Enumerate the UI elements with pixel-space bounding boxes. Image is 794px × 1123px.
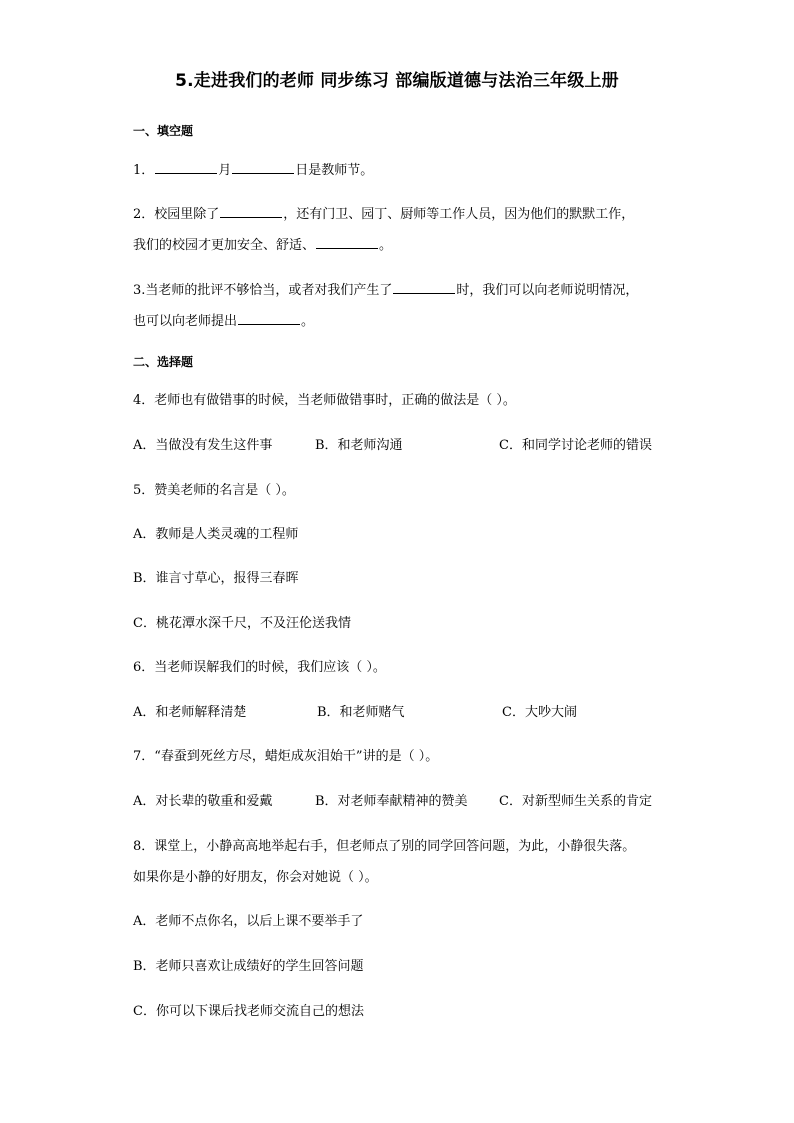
question-7-stem: 7．“春蚕到死丝方尽，蜡炬成灰泪始干”讲的是（ ）。	[133, 749, 439, 764]
question-3-text-d: 。	[301, 314, 315, 329]
blank-field[interactable]	[393, 281, 455, 294]
question-6-option-b[interactable]: B．和老师赌气	[317, 705, 405, 720]
blank-field[interactable]	[238, 312, 300, 325]
question-2-text-b: ，还有门卫、园丁、厨师等工作人员，因为他们的默默工作，	[283, 207, 635, 222]
question-7-option-c[interactable]: C．对新型师生关系的肯定	[499, 794, 652, 809]
question-6-option-c[interactable]: C．大吵大闹	[502, 705, 577, 720]
question-4-stem: 4．老师也有做错事的时候，当老师做错事时，正确的做法是（ ）。	[133, 393, 516, 408]
question-8-option-b[interactable]: B．老师只喜欢让成绩好的学生回答问题	[133, 959, 364, 974]
question-3-text-c: 也可以向老师提出	[133, 314, 238, 329]
question-5-option-c[interactable]: C．桃花潭水深千尺，不及汪伦送我情	[133, 616, 351, 631]
question-1-text-a: 月	[218, 163, 232, 178]
question-1-text-b: 日是教师节。	[295, 163, 374, 178]
question-3-line-1	[133, 281, 638, 299]
question-6-stem: 6．当老师误解我们的时候，我们应该（ ）。	[133, 660, 386, 675]
question-3-text-a: 3.当老师的批评不够恰当，或者对我们产生了	[133, 283, 393, 298]
question-2-text-c: 我们的校园才更加安全、舒适、	[133, 238, 316, 253]
question-4-option-a[interactable]: A．当做没有发生这件事	[133, 438, 273, 453]
question-2-line-1	[133, 205, 634, 223]
question-5-stem: 5．赞美老师的名言是（ ）。	[133, 483, 295, 498]
question-1-number: 1．	[133, 163, 155, 178]
question-1	[133, 161, 373, 179]
question-3-text-b: 时，我们可以向老师说明情况，	[456, 283, 639, 298]
question-4-option-c[interactable]: C．和同学讨论老师的错误	[499, 438, 652, 453]
page-title: 5.走进我们的老师 同步练习 部编版道德与法治三年级上册	[175, 71, 619, 91]
question-5-option-b[interactable]: B．谁言寸草心，报得三春晖	[133, 571, 299, 586]
question-4-option-b[interactable]: B．和老师沟通	[315, 438, 403, 453]
question-8-option-a[interactable]: A．老师不点你名，以后上课不要举手了	[133, 914, 364, 929]
question-7-option-a[interactable]: A．对长辈的敬重和爱戴	[133, 794, 273, 809]
question-6-option-a[interactable]: A．和老师解释清楚	[133, 705, 247, 720]
question-2-line-2	[133, 236, 392, 254]
question-8-option-c[interactable]: C．你可以下课后找老师交流自己的想法	[133, 1004, 364, 1019]
blank-field[interactable]	[220, 205, 282, 218]
question-2-text-d: 。	[379, 238, 393, 253]
question-3-line-2	[133, 312, 314, 330]
section-fill-in: 一、填空题	[133, 124, 194, 138]
blank-field[interactable]	[155, 161, 217, 174]
question-7-option-b[interactable]: B．对老师奉献精神的赞美	[315, 794, 468, 809]
question-5-option-a[interactable]: A．教师是人类灵魂的工程师	[133, 527, 299, 542]
blank-field[interactable]	[232, 161, 294, 174]
question-8-stem-line-1: 8．课堂上，小静高高地举起右手，但老师点了别的同学回答问题，为此，小静很失落。	[133, 839, 636, 854]
question-2-text-a: 2．校园里除了	[133, 207, 220, 222]
question-8-stem-line-2: 如果你是小静的好朋友，你会对她说（ ）。	[133, 870, 378, 885]
blank-field[interactable]	[316, 236, 378, 249]
section-multiple-choice: 二、选择题	[133, 355, 194, 369]
